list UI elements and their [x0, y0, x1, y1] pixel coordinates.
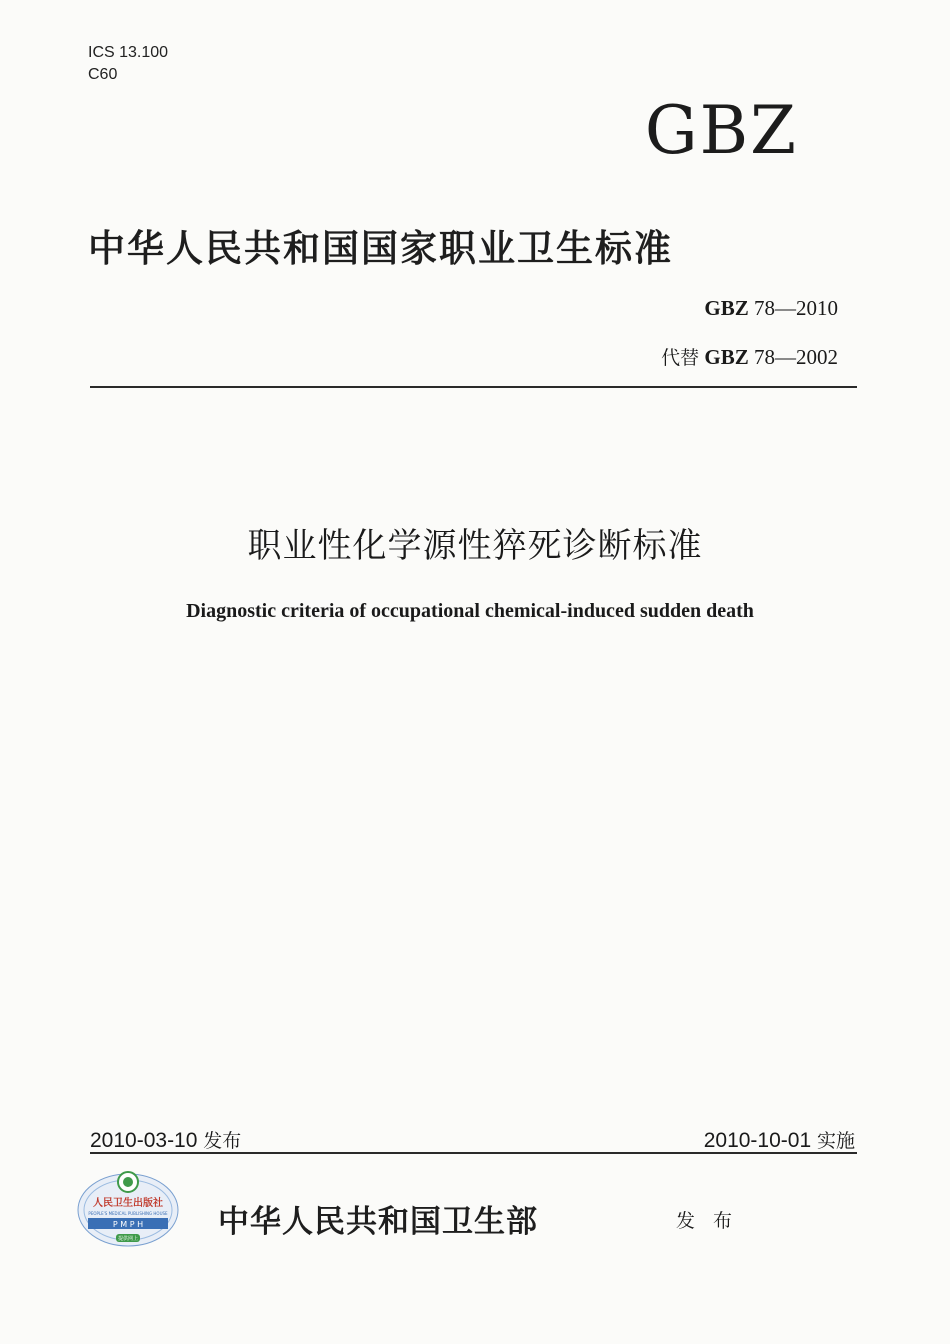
publisher-name-cn: 人民卫生出版社: [93, 1198, 163, 1209]
replaces-label: 代替: [661, 347, 700, 369]
ccs-code: C60: [88, 66, 118, 83]
document-title-chinese: 职业性化学源性猝死诊断标准: [247, 526, 703, 566]
effective-date-label: 实施: [816, 1130, 855, 1152]
replaces-standard: [661, 343, 838, 370]
publisher-name-en: PEOPLE'S MEDICAL PUBLISHING HOUSE: [88, 1211, 168, 1216]
footer-divider: [90, 1152, 857, 1154]
issuing-authority: 中华人民共和国卫生部: [218, 1204, 538, 1240]
header-divider: [90, 386, 857, 388]
standard-series-title: 中华人民共和国国家职业卫生标准: [88, 226, 673, 270]
publisher-tag: 提供网上: [117, 1236, 139, 1242]
ics-classification: [88, 42, 168, 86]
replaces-number: 78—2002: [754, 345, 838, 369]
gbz-logo: GBZ: [644, 92, 798, 169]
standard-number: [704, 296, 838, 321]
issue-date: [90, 1126, 241, 1153]
replaces-prefix: GBZ: [704, 345, 749, 369]
issuing-authority-label: 发 布: [676, 1210, 739, 1232]
publisher-abbr: P M P H: [112, 1220, 144, 1229]
document-title-english: Diagnostic criteria of occupational chemical-induced sudden death: [186, 600, 754, 622]
issue-date-value: 2010-03-10: [90, 1129, 198, 1152]
standard-prefix: GBZ: [704, 296, 749, 320]
issue-date-label: 发布: [203, 1130, 242, 1152]
effective-date-value: 2010-10-01: [703, 1129, 812, 1152]
effective-date: [704, 1126, 855, 1153]
ics-code: ICS 13.100: [88, 44, 169, 61]
publisher-logo: [76, 1168, 180, 1248]
standard-number-value: 78—2010: [754, 296, 838, 320]
